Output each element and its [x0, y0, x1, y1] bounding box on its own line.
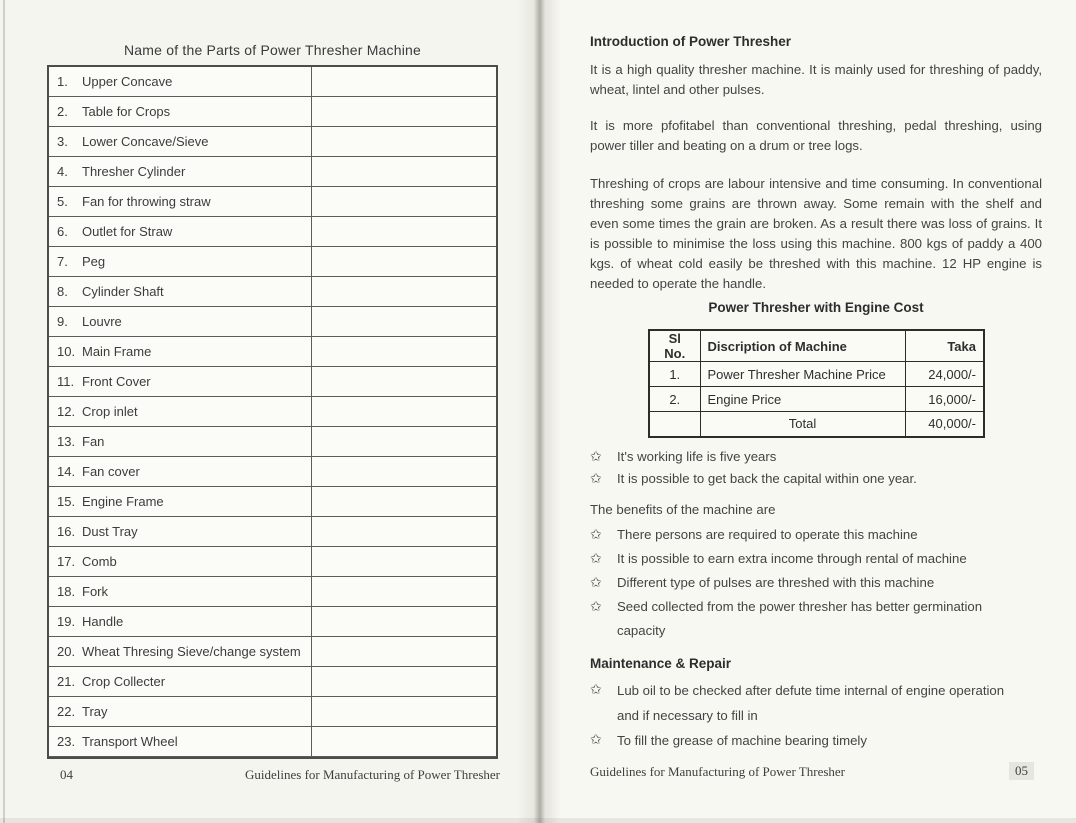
blank-cell	[312, 307, 496, 336]
parts-table-row	[49, 307, 496, 337]
parts-table-row	[49, 547, 496, 577]
intro-paragraph-1: It is a high quality thresher machine. It is mainly used for threshing of paddy, wheat, lintel and other pulses.	[590, 62, 1042, 97]
blank-cell	[312, 457, 496, 486]
cost-desc-cell: Power Thresher Machine Price	[700, 362, 905, 387]
part-name: Main Frame	[82, 344, 152, 359]
benefits-list	[590, 523, 1042, 643]
part-name-cell	[49, 637, 312, 666]
star-icon: ✩	[590, 526, 602, 542]
parts-table-row	[49, 97, 496, 127]
part-number: 19.	[57, 614, 76, 629]
part-number: 16.	[57, 524, 76, 539]
maintenance-text: To fill the grease of machine bearing timely	[617, 733, 867, 748]
parts-table-row	[49, 367, 496, 397]
parts-table-row	[49, 637, 496, 667]
cost-table-header-row	[649, 330, 984, 362]
right-page-number: 05	[1009, 762, 1034, 780]
part-name-cell	[49, 577, 312, 606]
part-name-cell	[49, 727, 312, 756]
cost-table-title: Power Thresher with Engine Cost	[708, 300, 924, 315]
part-name-cell	[49, 307, 312, 336]
parts-table-row	[49, 127, 496, 157]
part-name: Dust Tray	[82, 524, 138, 539]
note-item	[590, 446, 1042, 468]
maintenance-list	[590, 678, 1042, 753]
cost-table	[648, 329, 985, 438]
part-name-cell	[49, 487, 312, 516]
left-page-title: Name of the Parts of Power Thresher Machine	[123, 42, 422, 58]
intro-paragraph-2: It is more pfofitabel than conventional threshing, pedal threshing, using power tiller and beating on a drum or tree logs.	[590, 118, 1042, 153]
star-icon: ✩	[590, 470, 602, 486]
part-name: Peg	[82, 254, 106, 269]
blank-cell	[312, 697, 496, 726]
header-description: Discription of Machine	[700, 330, 905, 362]
star-icon: ✩	[590, 574, 602, 590]
part-number: 12.	[57, 404, 76, 419]
part-name: Fan for throwing straw	[82, 194, 211, 209]
blank-cell	[312, 577, 496, 606]
parts-table	[47, 65, 498, 759]
blank-cell	[312, 97, 496, 126]
part-number: 10.	[57, 344, 76, 359]
maintenance-heading: Maintenance & Repair	[590, 656, 732, 671]
benefit-item	[590, 571, 1042, 595]
benefit-text: Different type of pulses are threshed with this machine	[617, 575, 935, 590]
part-name: Tray	[82, 704, 108, 719]
blank-cell	[312, 217, 496, 246]
parts-table-row	[49, 397, 496, 427]
parts-table-row	[49, 487, 496, 517]
blank-cell	[312, 187, 496, 216]
benefit-item	[590, 523, 1042, 547]
part-name: Upper Concave	[82, 74, 173, 89]
part-name: Table for Crops	[82, 104, 171, 119]
benefits-intro: The benefits of the machine are	[590, 502, 776, 517]
benefit-text: Seed collected from the power thresher has better germination capacity	[617, 599, 983, 638]
part-name: Front Cover	[82, 374, 151, 389]
parts-table-row	[49, 157, 496, 187]
note-text: It's working life is five years	[617, 449, 777, 464]
header-taka: Taka	[905, 330, 984, 362]
part-number: 7.	[57, 254, 68, 269]
part-name-cell	[49, 367, 312, 396]
benefit-text: There persons are required to operate this machine	[617, 527, 918, 542]
intro-heading: Introduction of Power Thresher	[590, 34, 792, 49]
parts-table-row	[49, 337, 496, 367]
left-page-number: 04	[60, 767, 73, 782]
part-name-cell	[49, 127, 312, 156]
part-name-cell	[49, 607, 312, 636]
parts-table-row	[49, 727, 496, 757]
blank-cell	[312, 667, 496, 696]
part-name: Crop inlet	[82, 404, 138, 419]
total-value-cell: 40,000/-	[905, 412, 984, 437]
bottom-edge-shadow	[0, 818, 1076, 823]
part-name-cell	[49, 337, 312, 366]
part-name: Cylinder Shaft	[82, 284, 164, 299]
part-number: 22.	[57, 704, 76, 719]
blank-cell	[312, 487, 496, 516]
maintenance-item	[590, 678, 1042, 728]
parts-table-row	[49, 427, 496, 457]
blank-cell	[312, 67, 496, 96]
part-number: 2.	[57, 104, 68, 119]
parts-table-row	[49, 607, 496, 637]
part-name: Louvre	[82, 314, 122, 329]
note-item	[590, 468, 1042, 490]
cost-table-row	[649, 362, 984, 387]
part-number: 17.	[57, 554, 76, 569]
cost-sl-cell: 2.	[649, 387, 700, 412]
part-name-cell	[49, 697, 312, 726]
part-number: 14.	[57, 464, 76, 479]
part-name-cell	[49, 157, 312, 186]
part-name: Fork	[82, 584, 108, 599]
blank-cell	[312, 397, 496, 426]
part-number: 23.	[57, 734, 76, 749]
blank-cell	[312, 637, 496, 666]
part-name: Thresher Cylinder	[82, 164, 186, 179]
part-name: Lower Concave/Sieve	[82, 134, 209, 149]
part-name-cell	[49, 517, 312, 546]
star-icon: ✩	[590, 681, 602, 697]
right-page	[539, 0, 1076, 823]
blank-cell	[312, 727, 496, 756]
part-number: 8.	[57, 284, 68, 299]
star-icon: ✩	[590, 598, 602, 614]
blank-cell	[312, 367, 496, 396]
blank-cell	[312, 427, 496, 456]
parts-table-row	[49, 517, 496, 547]
star-icon: ✩	[590, 731, 602, 747]
blank-cell	[312, 547, 496, 576]
star-icon: ✩	[590, 550, 602, 566]
part-name: Engine Frame	[82, 494, 164, 509]
cost-taka-cell: 16,000/-	[905, 387, 984, 412]
parts-table-row	[49, 217, 496, 247]
part-name: Fan	[82, 434, 105, 449]
benefit-text: It is possible to earn extra income through rental of machine	[617, 551, 967, 566]
cost-table-total-row	[649, 412, 984, 437]
part-name-cell	[49, 247, 312, 276]
parts-table-row	[49, 697, 496, 727]
benefit-item	[590, 595, 1042, 643]
page-edge-line	[3, 0, 5, 823]
maintenance-text: Lub oil to be checked after defute time internal of engine operation and if necessary to fill in	[617, 683, 1005, 723]
cost-desc-cell: Engine Price	[700, 387, 905, 412]
parts-table-row	[49, 187, 496, 217]
part-number: 5.	[57, 194, 68, 209]
total-label-cell: Total	[700, 412, 905, 437]
cost-sl-cell: 1.	[649, 362, 700, 387]
blank-cell	[312, 337, 496, 366]
parts-table-row	[49, 457, 496, 487]
intro-paragraph-3: Threshing of crops are labour intensive and time consuming. In conventional threshing some grains are thrown away. Some remain with the shelf and even some times the grain are broken. As a result there was loss of grains. It is possible to minimise the loss using this machine. 800 kgs of paddy a 400 kgs. of wheat cold easily be threshed with this machine. 12 HP engine is needed to operate the handle.	[590, 176, 1042, 291]
part-name: Outlet for Straw	[82, 224, 173, 239]
part-number: 21.	[57, 674, 76, 689]
note-text: It is possible to get back the capital within one year.	[617, 471, 917, 486]
part-name-cell	[49, 427, 312, 456]
part-name: Crop Collecter	[82, 674, 166, 689]
parts-table-row	[49, 247, 496, 277]
blank-cell	[312, 157, 496, 186]
header-sl-no: Sl No.	[649, 330, 700, 362]
part-name: Handle	[82, 614, 124, 629]
part-number: 13.	[57, 434, 76, 449]
part-name: Fan cover	[82, 464, 140, 479]
part-number: 11.	[57, 374, 75, 389]
blank-cell	[312, 517, 496, 546]
part-name: Transport Wheel	[82, 734, 178, 749]
part-name-cell	[49, 217, 312, 246]
part-number: 15.	[57, 494, 76, 509]
parts-table-row	[49, 277, 496, 307]
part-name-cell	[49, 97, 312, 126]
part-number: 18.	[57, 584, 76, 599]
part-name-cell	[49, 187, 312, 216]
part-number: 20.	[57, 644, 76, 659]
part-number: 9.	[57, 314, 68, 329]
star-icon: ✩	[590, 448, 602, 464]
part-name-cell	[49, 67, 312, 96]
part-name: Wheat Thresing Sieve/change system	[82, 644, 301, 659]
part-name-cell	[49, 667, 312, 696]
right-running-title: Guidelines for Manufacturing of Power Thresher	[590, 764, 845, 779]
part-number: 3.	[57, 134, 68, 149]
cost-taka-cell: 24,000/-	[905, 362, 984, 387]
part-name-cell	[49, 277, 312, 306]
maintenance-item	[590, 728, 1042, 753]
parts-table-row	[49, 577, 496, 607]
parts-table-row	[49, 67, 496, 97]
left-running-title: Guidelines for Manufacturing of Power Thresher	[245, 767, 500, 782]
blank-cell	[312, 247, 496, 276]
part-name-cell	[49, 457, 312, 486]
blank-cell	[312, 607, 496, 636]
part-number: 1.	[57, 74, 68, 89]
part-name-cell	[49, 397, 312, 426]
part-number: 4.	[57, 164, 68, 179]
part-name: Comb	[82, 554, 117, 569]
part-number: 6.	[57, 224, 68, 239]
total-empty-cell	[649, 412, 700, 437]
part-name-cell	[49, 547, 312, 576]
blank-cell	[312, 277, 496, 306]
parts-table-row	[49, 667, 496, 697]
blank-cell	[312, 127, 496, 156]
cost-notes-list	[590, 446, 1042, 490]
benefit-item	[590, 547, 1042, 571]
cost-table-row	[649, 387, 984, 412]
